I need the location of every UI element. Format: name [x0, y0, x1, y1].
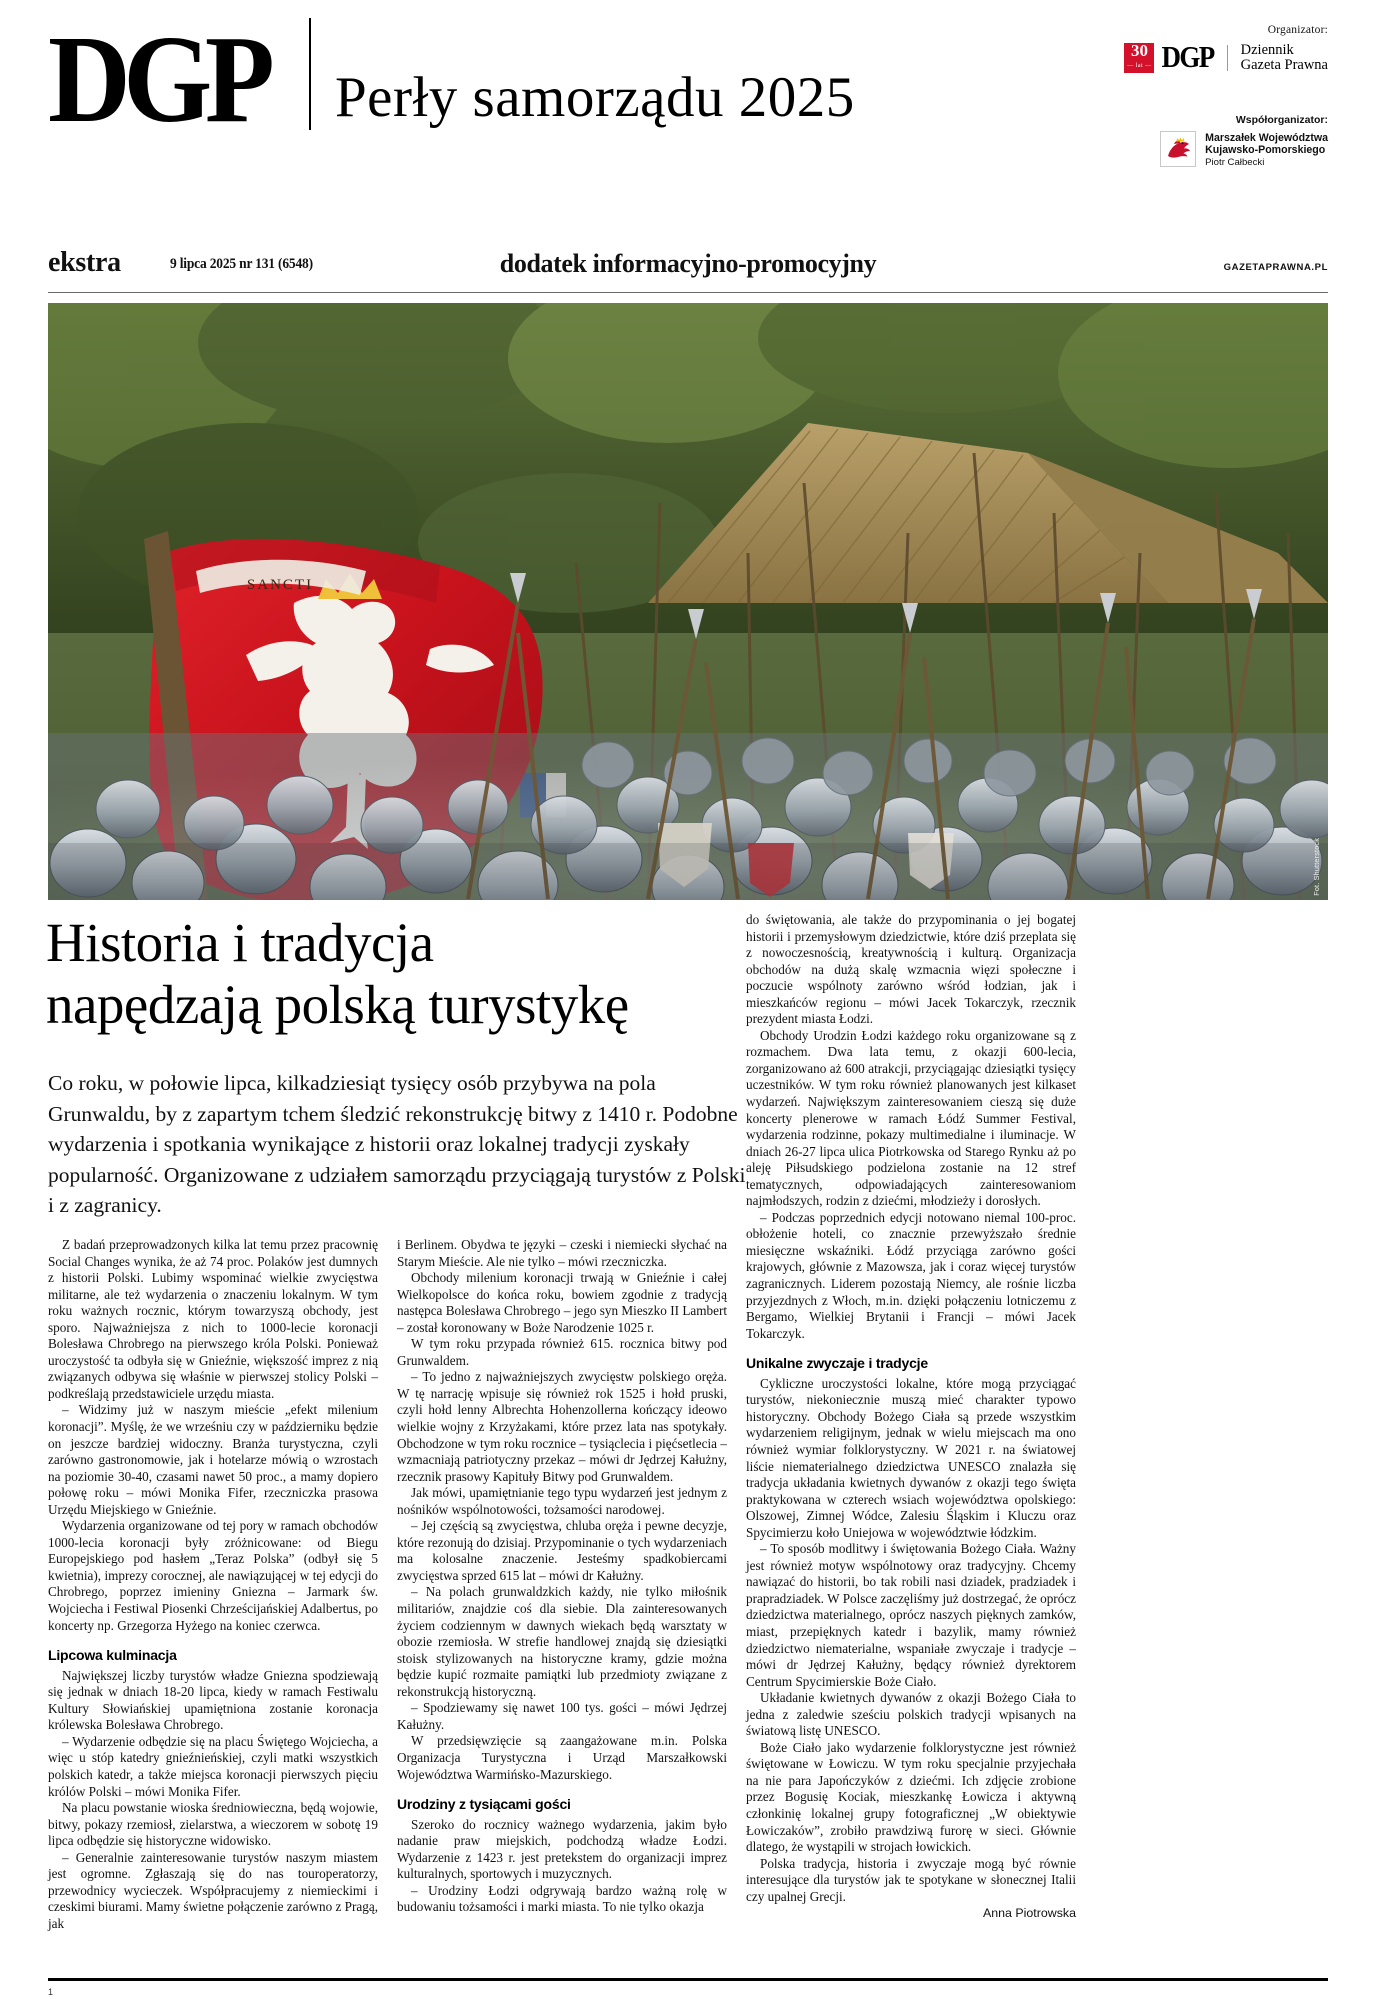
body-paragraph: – Wydarzenie odbędzie się na placu Świętego Wojciecha, a więc u stóp katedry gnieźnieńskiej, czyli matki wszystkich polskich katedr, a także miejsca koronacji pierwszych pięciu królów Polski – mówi Monika Fifer. — [48, 1733, 378, 1799]
headline-line-2: napędzają polską turystykę — [46, 974, 629, 1035]
info-bar — [48, 247, 1328, 290]
website-url[interactable]: GAZETAPRAWNA.PL — [1223, 262, 1328, 273]
body-paragraph: Układanie kwietnych dywanów z okazji Bożego Ciała to jedna z zaledwie sześciu polskich tradycji wpisanych na światową listę UNESCO. — [746, 1690, 1076, 1739]
article-column-3 — [746, 912, 1076, 1922]
coorganizer-line1: Marszałek Województwa — [1205, 132, 1328, 144]
supplement-title: Perły samorządu 2025 — [334, 66, 855, 129]
body-paragraph: Boże Ciało jako wydarzenie folklorystyczne jest również świętowane w Łowiczu. W tym roku specjalnie przyjechała na nie para Japończyków z dziećmi. Ich zdjęcie zrobione przez Bogusię Kociak, mieszkankę Łowicza i aktywną członkinię lokalnej grupy fotograficznej „W obiektywie Łowiczaków”, zrobiło prawdziwą furorę w sieci. Głównie dlatego, że wystąpili w strojach łowickich. — [746, 1739, 1076, 1855]
dgp-logo[interactable]: DGP — [48, 10, 268, 149]
issue-date: 9 lipca 2025 nr 131 (6548) — [170, 256, 313, 272]
coorganizer-block — [1022, 114, 1328, 169]
body-paragraph: Największej liczby turystów władze Gniezna spodziewają się jednak w dniach 18-20 lipca, kiedy w ramach Festiwalu Kultury Słowiańskiej upamiętniona zostanie koronacja królewska Bolesława Chrobrego. — [48, 1667, 378, 1733]
badge-unit: — lat — — [1127, 62, 1152, 69]
organizer-logo-row — [1022, 42, 1328, 73]
masthead — [48, 10, 1328, 188]
photo-credit: Fot. Shutterstock — [1312, 838, 1321, 896]
coorganizer-caption: Współorganizator: — [1235, 114, 1328, 126]
organizer-divider — [1227, 45, 1228, 71]
coorganizer-row — [1022, 131, 1328, 169]
page-title — [46, 912, 856, 1036]
article-column-2 — [397, 1237, 727, 1916]
kujawsko-pomorskie-crest-icon — [1160, 131, 1196, 167]
body-paragraph: Obchody milenium koronacji trwają w Gnieźnie i całej Wielkopolsce do końca roku, bowiem zgodnie z tradycją następca Bolesława Chrobrego – jego syn Mieszko II Lambert – został koronowany w Boże Narodzenie 1025 r. — [397, 1270, 727, 1335]
article-column-1 — [48, 1237, 378, 1932]
body-paragraph: Wydarzenia organizowane od tej pory w ramach obchodów 1000-lecia koronacji były zróżnicowane: od Biegu Europejskiego pod hasłem „Teraz Polska” (odbył się 5 kwietnia), imprezy corocznej, ale nawiązującej w tej edycji do Chrobrego, poprzez imieniny Gniezna – Jarmark św. Wojciecha i Festiwal Piosenki Chrześcijańskiej Adalbertus, po koncerty np. Grzegorza Hyżego na koniec czerwca. — [48, 1518, 378, 1633]
headline-line-1: Historia i tradycja — [46, 912, 434, 973]
body-paragraph: – Na polach grunwaldzkich każdy, nie tylko miłośnik militariów, znajdzie coś dla siebie. Dla zainteresowanych życiem codziennym w dawnych wiekach będą warsztaty w obozie rzemiosła. W strefie handlowej znajdą się dziesiątki stoisk stylizowanych na historyczne kramy, gdzie można będzie kupić rozmaite pamiątki lub przedmioty związane z rekonstrukcją historyczną. — [397, 1584, 727, 1699]
anniversary-badge-icon — [1124, 40, 1154, 73]
svg-text:SANCTI: SANCTI — [246, 577, 314, 593]
supplement-kind: dodatek informacyjno-promocyjny — [499, 249, 877, 278]
body-paragraph: – Urodziny Łodzi odgrywają bardzo ważną rolę w budowaniu tożsamości i marki miasta. To nie tylko okazja — [397, 1882, 727, 1915]
organizer-name — [1241, 43, 1328, 73]
body-paragraph: W przedsięwzięcie są zaangażowane m.in. Polska Organizacja Turystyczna i Urząd Marszałkowski Województwa Warmińsko-Mazurskiego. — [397, 1733, 727, 1782]
coorganizer-name — [1205, 131, 1328, 169]
body-paragraph: W tym roku przypada również 615. rocznica bitwy pod Grunwaldem. — [397, 1336, 727, 1368]
body-paragraph: – To sposób modlitwy i świętowania Bożego Ciała. Ważny jest również motyw wspólnotowy oraz tradycyjny. Chcemy nawiązać do historii, bo tak robili nasi dziadek, pradziadek i prapradziadek. W Polsce zaczęliśmy już dostrzegać, że oprócz dziedzictwa materialnego, oprócz naszych pięknych zamków, miast, przepięknych katedr i bazylik, mamy również dziedzictwo niematerialne, wspaniałe zwyczaje i tradycje – mówi dr Jędrzej Kałużny, będący również dyrektorem Centrum Spycimierskie Boże Ciało. — [746, 1541, 1076, 1689]
lead-photo — [48, 303, 1328, 900]
organizer-name-line2: Gazeta Prawna — [1240, 56, 1328, 73]
page-number: 1 — [48, 1987, 54, 1997]
body-paragraph: – Widzimy już w naszym mieście „efekt milenium koronacji”. Myślę, że we wrześniu czy w październiku będzie on jeszcze bardziej widoczny. Branża turystyczna, czyli zarówno gastronomowie, jak i hotelarze mówią o wzrostach na poziomie 30-40, czasami nawet 50 proc., a mamy dopiero połowę roku – mówi Monika Fifer, rzeczniczka prasowa Urzędu Miejskiego w Gnieźnie. — [48, 1402, 378, 1517]
body-paragraph: Jak mówi, upamiętnianie tego typu wydarzeń jest jednym z nośników wspólnotowości, tożsamości narodowej. — [397, 1485, 727, 1517]
section-heading: Lipcowa kulminacja — [48, 1647, 177, 1664]
body-paragraph: Na placu powstanie wioska średniowieczna, będą wojowie, bitwy, pokazy rzemiosł, zielarstwa, a wieczorem w sobotę 19 lipca odbędzie się historyczne widowisko. — [48, 1800, 378, 1849]
section-heading: Urodziny z tysiącami gości — [397, 1796, 571, 1813]
badge-number: 30 — [1130, 40, 1148, 60]
body-paragraph: i Berlinem. Obydwa te języki – czeski i niemiecki słychać na Starym Mieście. Ale nie tylko – mówi rzeczniczka. — [397, 1237, 727, 1269]
body-paragraph: – To jedno z najważniejszych zwycięstw polskiego oręża. W tę narrację wpisuje się również rok 1525 i hołd pruski, czyli hołd lenny Albrechta Hohenzollerna kończący ideowo wielkie wojny z Krzyżakami, które przez lata nas spotykały. Obchodzone w tym roku rocznice – tysiąclecia i pięćsetlecia – wzmacniają patriotyczny przekaz – mówi dr Jędrzej Kałużny, rzecznik prasowy Kapituły Bitwy pod Grunwaldem. — [397, 1369, 727, 1484]
body-paragraph: – Podczas poprzednich edycji notowano niemal 100-proc. obłożenie hoteli, co znacznie przewyższało średnie miesięczne wskaźniki. Łódź przyciąga zarówno gości krajowych, głównie z Mazowsza, jak i coraz więcej turystów zagranicznych. Liderem pozostają Niemcy, ale rośnie liczba przyjezdnych z Włoch, m.in. dzięki połączeniu lotniczemu z Bergamo, Wielkiej Brytanii i Francji – mówi Jacek Tokarczyk. — [746, 1209, 1076, 1341]
organizer-dgp-logo: DGP — [1161, 40, 1214, 74]
body-paragraph: Szeroko do rocznicy ważnego wydarzenia, jakim było nadanie praw miejskich, podchodzą władze Łodzi. Wydarzenie z 1423 r. jest pretekstem do organizacji imprez kulturalnych, sportowych i muzycznych. — [397, 1816, 727, 1882]
masthead-divider — [309, 18, 311, 130]
body-paragraph: Cykliczne uroczystości lokalne, które mogą przyciągać turystów, niekoniecznie muszą mieć charakter typowo historyczny. Obchody Bożego Ciała są przede wszystkim wydarzeniem religijnym, jednak w wielu miejscach ma ono również wymiar folklorystyczny. W 2021 r. na światowej liście niematerialnego dziedzictwa UNESCO znalazła się tradycja układania kwietnych dywanów z okazji tego święta praktykowana w czterech wsiach województwa opolskiego: Olszowej, Zimnej Wódce, Zalesiu Śląskim i Kluczu oraz Spycimierzu koło Uniejowa w województwie łódzkim. — [746, 1375, 1076, 1540]
organizer-name-line1: Dziennik — [1240, 41, 1294, 58]
footer-rule — [48, 1978, 1328, 1981]
organizer-block — [1022, 24, 1328, 73]
coorganizer-line2: Kujawsko-Pomorskiego — [1205, 144, 1326, 157]
coorganizer-line3: Piotr Całbecki — [1205, 156, 1265, 168]
section-heading: Unikalne zwyczaje i tradycje — [746, 1355, 928, 1372]
body-paragraph: Polska tradycja, historia i zwyczaje mogą być równie interesujące dla turystów jak te spotykane w słonecznej Italii czy upalnej Grecji. — [746, 1855, 1076, 1904]
body-paragraph: do świętowania, ale także do przypominania o jej bogatej historii i przemysłowym dziedzictwie, które dziś przeplata się z nowoczesnością, kreatywnością i kulturą. Organizacja obchodów na dużą skalę wzmacnia więzi społeczne i poczucie wspólnoty zarówno wśród łodzian, jak i mieszkańców regionu – mówi Jacek Tokarczyk, rzecznik prezydent miasta Łodzi. — [746, 912, 1076, 1027]
header-rule — [48, 292, 1328, 293]
edition-label: ekstra — [48, 247, 121, 278]
body-paragraph: – Generalnie zainteresowanie turystów naszym miastem jest ogromne. Zgłaszają się do nas touroperatorzy, przewodnicy wycieczek. Współpracujemy z niemieckimi i czeskimi biurami. Mamy świetne połączenie zarówno z Pragą, jak — [48, 1849, 378, 1931]
body-paragraph: Z badań przeprowadzonych kilka lat temu przez pracownię Social Changes wynika, że aż 74 proc. Polaków jest dumnych z historii Polski. Lubimy wspominać wielkie zwycięstwa militarne, ale też wydarzenia o znaczeniu lokalnym. W tym roku ważnych rocznic, którym towarzyszą obchody, jest sporo. Najważniejsza z nich to 1000-lecie koronacji Bolesława Chrobrego na pierwszego króla Polski. Ponieważ uroczystość ta odbyła się w Gnieźnie, większość imprez z nią związanych odbywa się właśnie w pierwszej stolicy Polski – podkreślają przedstawiciele urzędu miasta. — [48, 1237, 378, 1401]
body-paragraph: Obchody Urodzin Łodzi każdego roku organizowane są z rozmachem. Dwa lata temu, z okazji 600-lecia, zorganizowano aż 600 atrakcji, przyciągając dziesiątki tysięcy uczestników. W tym roku również planowanych jest kilkaset wydarzeń. Największym zainteresowaniem cieszą się duże koncerty plenerowe w ramach Łódź Summer Festival, wydarzenia rodzinne, pokazy multimedialne i iluminacje. W dniach 26-27 lipca ulica Piotrkowska od Starego Rynku aż po aleję Piłsudskiego podzielona zostanie na 12 stref tematycznych, odpowiadających zainteresowaniom najmłodszych, rodzin z dziećmi, młodzieży i dorosłych. — [746, 1027, 1076, 1209]
body-paragraph: – Jej częścią są zwycięstwa, chluba oręża i pewne decyzje, które rezonują do dzisiaj. Przypominanie o tych wydarzeniach ma kolosalne znaczenie. Jesteśmy spadkobiercami zwycięstwa sprzed 615 lat – mówi dr Kałużny. — [397, 1518, 727, 1583]
body-paragraph: – Spodziewamy się nawet 100 tys. gości – mówi Jędrzej Kałużny. — [397, 1700, 727, 1732]
article-byline: Anna Piotrowska — [983, 1906, 1076, 1921]
article-lead: Co roku, w połowie lipca, kilkadziesiąt tysięcy osób przybywa na pola Grunwaldu, by z zapartym tchem śledzić rekonstrukcję bitwy z 1410 r. Podobne wydarzenia i spotkania wynikające z historii oraz lokalnej tradycji zyskały popularność. Organizowane z udziałem samorządu przyciągają turystów z Polski i z zagranicy. — [48, 1071, 746, 1217]
organizer-caption: Organizator: — [1267, 24, 1328, 36]
